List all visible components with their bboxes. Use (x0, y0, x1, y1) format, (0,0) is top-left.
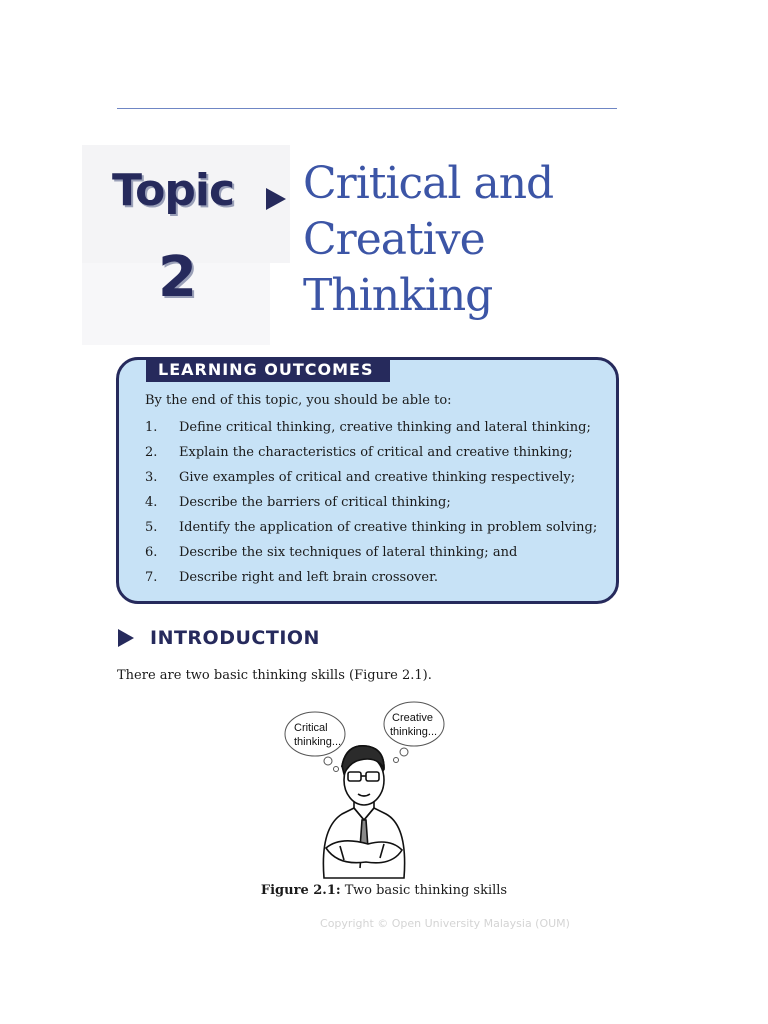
top-rule (117, 108, 617, 109)
list-item-number: 2. (145, 445, 158, 460)
thought-bubble-right (384, 702, 444, 746)
list-item-number: 4. (145, 495, 158, 510)
triangle-arrow-icon (118, 629, 134, 647)
thought-bubble-left (285, 712, 345, 756)
thought-dot (400, 748, 408, 756)
learning-outcomes-heading: LEARNING OUTCOMES (146, 358, 390, 382)
thought-bubble-left-line2: thinking... (294, 736, 342, 748)
list-item-text: Describe the barriers of critical thinking; (179, 495, 451, 510)
thought-bubble-left-line1: Critical (294, 722, 328, 734)
list-item-text: Identify the application of creative thinking in problem solving; (179, 520, 598, 535)
topic-number: 2 (158, 245, 197, 310)
figure-caption-text: Two basic thinking skills (340, 883, 508, 898)
list-item-number: 1. (145, 420, 158, 435)
chapter-title (303, 156, 623, 324)
list-item-text: Give examples of critical and creative thinking respectively; (179, 470, 576, 485)
topic-panel (82, 145, 290, 345)
introduction-heading: INTRODUCTION (150, 627, 320, 649)
list-item-text: Explain the characteristics of critical and creative thinking; (179, 445, 573, 460)
thought-dot (394, 758, 399, 763)
list-item-text: Define critical thinking, creative thinking and lateral thinking; (179, 420, 591, 435)
chapter-title-line: Creative (303, 214, 485, 265)
list-item-number: 5. (145, 520, 158, 535)
figure-caption (0, 883, 768, 898)
introduction-paragraph: There are two basic thinking skills (Figure 2.1). (117, 668, 432, 683)
copyright-notice: Copyright © Open University Malaysia (OUM) (320, 917, 570, 930)
thinking-man-illustration (280, 698, 450, 880)
thought-bubble-right-line2: thinking... (390, 726, 438, 738)
thought-bubble-right-line1: Creative (392, 712, 433, 724)
thought-dot (324, 757, 332, 765)
man-figure (323, 746, 404, 878)
list-item-number: 7. (145, 570, 158, 585)
list-item-text: Describe the six techniques of lateral thinking; and (179, 545, 518, 560)
list-item-text: Describe right and left brain crossover. (179, 570, 439, 585)
figure-caption-label: Figure 2.1: (260, 883, 341, 898)
chapter-title-line: Critical and (303, 158, 554, 209)
list-item-number: 6. (145, 545, 158, 560)
learning-outcomes-intro: By the end of this topic, you should be able to: (145, 393, 452, 408)
topic-word: Topic (112, 165, 235, 216)
thought-dot (334, 767, 339, 772)
chapter-title-line: Thinking (303, 270, 493, 321)
list-item-number: 3. (145, 470, 158, 485)
triangle-arrow-icon (266, 188, 286, 210)
